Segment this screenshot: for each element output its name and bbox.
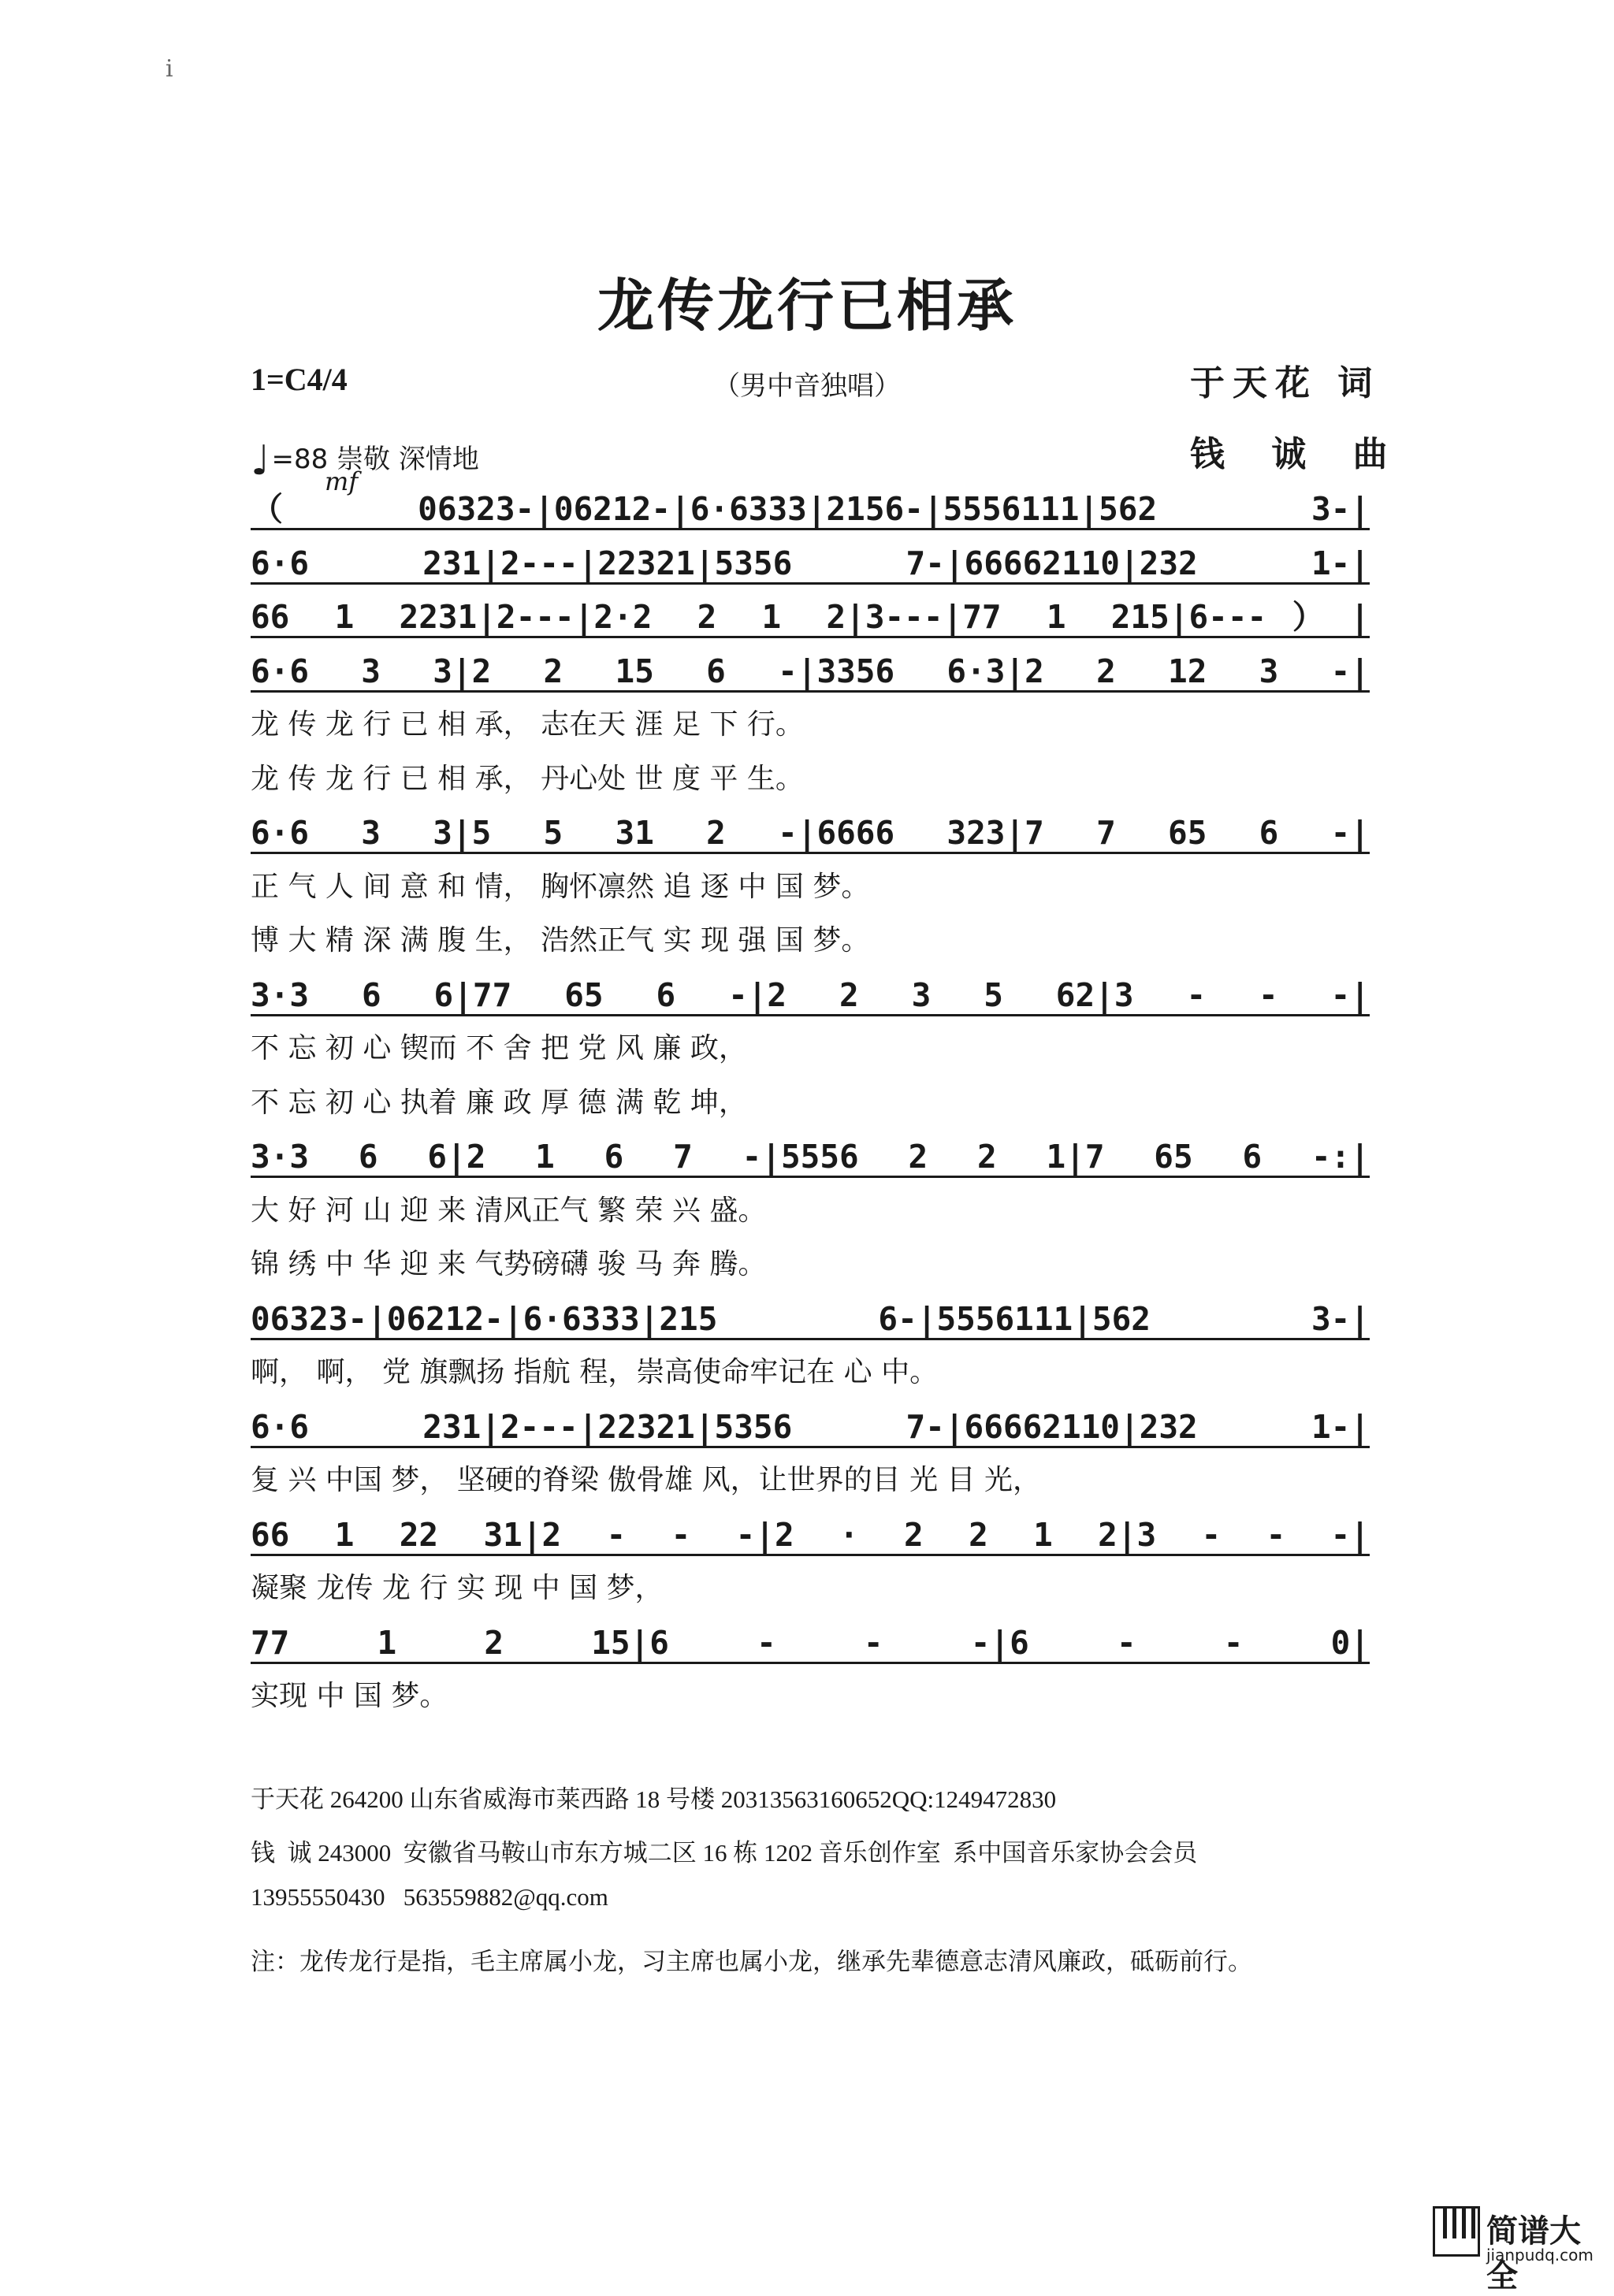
lyricist-credit: 于天花 词 (1190, 363, 1381, 403)
lyric-line: 龙 传 龙 行 已 相 承， 丹心处 世 度 平 生。 (251, 762, 804, 795)
notation-line: 66 1 2231|2---|2·2 2 1 2|3---|77 1 215|6---）| (251, 598, 1370, 636)
logo-url: jianpudq.com (1486, 2246, 1594, 2264)
lyric-line: 实现 中 国 梦。 (251, 1680, 448, 1712)
footer-composer-contact: 钱 诚 243000 安徽省马鞍山市东方城二区 16 栋 1202 音乐创作室 系中国音乐家协会会员 (251, 1839, 1198, 1867)
lyric-line: 复 兴 中国 梦， 坚硬的脊梁 傲骨雄 风，让世界的目 光 目 光， (251, 1464, 1041, 1496)
tempo-marking (251, 437, 479, 485)
lyric-line: 啊， 啊， 党 旗飘扬 指航 程，崇高使命牢记在 心 中。 (251, 1356, 939, 1388)
footer-phone-email: 13955550430 563559882@qq.com (251, 1883, 608, 1911)
notation-line: 6·6 3 3|2 2 15 6 -|3356 6·3|2 2 12 3 -| (251, 652, 1370, 690)
footer-note: 注：龙传龙行是指，毛主席属小龙，习主席也属小龙，继承先辈德意志清风廉政，砥砺前行。 (251, 1948, 1252, 1976)
notation-line: 6·6 231|2---|22321|5356 7-|66662110|232 1-| (251, 544, 1370, 582)
piano-keys-icon (1433, 2206, 1480, 2257)
lyric-line: 正 气 人 间 意 和 情， 胸怀凛然 追 逐 中 国 梦。 (251, 870, 870, 903)
notation-line: 77 1 2 15|6 - - -|6 - - 0| (251, 1623, 1370, 1662)
score (251, 485, 1370, 1730)
lyric-line: 凝聚 龙传 龙 行 实 现 中 国 梦， (251, 1572, 664, 1604)
notation-line: （06323-|06212-|6·6333|2156-|5556111|562 3-| (251, 490, 1370, 528)
song-title: 龙传龙行已相承 (597, 273, 1017, 339)
lyric-line: 不 忘 初 心 执着 廉 政 厚 德 满 乾 坤， (251, 1086, 747, 1119)
lyric-line: 龙 传 龙 行 已 相 承， 志在天 涯 足 下 行。 (251, 708, 804, 741)
notation-line: 3·3 6 6|77 65 6 -|2 2 3 5 62|3 - - -| (251, 975, 1370, 1014)
notation-line: 3·3 6 6|2 1 6 7 -|5556 2 2 1|7 65 6 -:| (251, 1138, 1370, 1176)
lyric-line: 锦 绣 中 华 迎 来 气势磅礴 骏 马 奔 腾。 (251, 1248, 767, 1280)
site-logo (1433, 2206, 1598, 2294)
notation-line: 06323-|06212-|6·6333|215 6-|5556111|562 3-| (251, 1299, 1370, 1338)
key-signature: 1=C4/4 (251, 362, 348, 397)
notation-line: 6·6 231|2---|22321|5356 7-|66662110|232 1-| (251, 1407, 1370, 1446)
lyric-line: 大 好 河 山 迎 来 清风正气 繁 荣 兴 盛。 (251, 1194, 767, 1227)
footer-lyricist-contact: 于天花 264200 山东省威海市莱西路 18 号楼 20313563160652QQ:1249472830 (251, 1785, 1057, 1813)
dynamic-marking: mf (325, 466, 359, 496)
performance-note: （男中音独唱） (713, 370, 901, 402)
notation-line: 6·6 3 3|5 5 31 2 -|6666 323|7 7 65 6 -| (251, 814, 1370, 852)
lyric-line: 不 忘 初 心 锲而 不 舍 把 党 风 廉 政， (251, 1032, 747, 1064)
quarter-note-icon: ♩ (251, 437, 270, 485)
scan-mark: ⅰ (165, 55, 173, 83)
tempo-text: =88 崇敬 深情地 (271, 444, 479, 475)
composer-credit: 钱 诚 曲 (1190, 434, 1405, 474)
logo-name: 简谱大全 (1486, 2213, 1581, 2294)
notation-line: 66 1 22 31|2 - - -|2 · 2 2 1 2|3 - - -| (251, 1515, 1370, 1554)
lyric-line: 博 大 精 深 满 腹 生， 浩然正气 实 现 强 国 梦。 (251, 924, 870, 957)
